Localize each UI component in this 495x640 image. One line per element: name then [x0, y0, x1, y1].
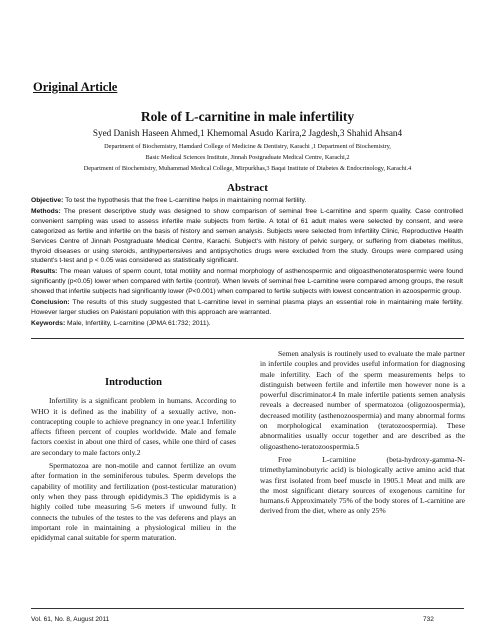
abstract-label: Keywords: [31, 319, 66, 327]
section-label: Original Article [33, 80, 118, 94]
body-paragraph: Semen analysis is routinely used to evaluate the male partner in infertile couples and provides useful information for diagnosing male infertility. Each of the sperm measurements helps to distinguish between fertile and infertile men however none is a powerful discriminator.4 In male infertile patients semen analysis reveals a decreased number of spermatozoa (oligozoospermia), decreased motility (asthenozoospermia) and many abnormal forms on morphological examination (teratozoospermia). These abnormalities usually occur together and are described as the oligoastheno-teratozoospermia.5 [260, 349, 465, 451]
footer-divider [31, 608, 464, 609]
abstract-objective [31, 196, 463, 206]
abstract-text: The mean values of sperm count, total motility and normal morphology of asthenospermic and oligoasthenoteratospermic were found significantly (p<0.05) lower when compared with fertile (control). When levels of seminal free L-carnitine were compared among groups, the result showed that infertile subjects had significantly lower (P<0.001) when compared to fertile subjects with lowest concentration in azoospermic group. [31, 268, 463, 296]
affiliation-line: Basic Medical Sciences Institute, Jinnah Postgraduate Medical Centre, Karachi,2 [145, 154, 350, 161]
abstract-heading: Abstract [227, 182, 268, 194]
abstract-label: Results: [31, 268, 58, 276]
affiliation-line: Department of Biochemistry, Hamdard College of Medicine & Dentistry, Karachi ,1 Department of Biochemistry, [104, 143, 391, 150]
abstract-label: Methods: [31, 207, 61, 215]
body-paragraph: Spermatozoa are non-motile and cannot fertilize an ovum after formation in the seminiferous tubules. Sperm develops the capability of motility and fertilization (post-testicular maturation) only when they pass through epididymis.3 The epididymis is a highly coiled tube measuring 5-6 meters if unwound fully. It connects the tubules of the testes to the vas deferens and plays an important role in maintaining a physiological milieu in the epididymal canal suitable for sperm maturation. [31, 461, 236, 543]
abstract-text: The results of this study suggested that L-carnitine level in seminal plasma plays an essential role in maintaining male fertility. However larger studies on Pakistani population with this approach are warranted. [31, 299, 463, 316]
right-column [260, 349, 465, 520]
abstract-conclusion [31, 298, 463, 318]
left-column [31, 378, 236, 546]
abstract-keywords [31, 319, 463, 329]
abstract-text: To test the hypothesis that the free L-carnitine helps in maintaining normal fertility. [63, 197, 307, 204]
introduction-heading: Introduction [105, 377, 162, 388]
abstract-text: Male, Infertility, L-carnitine (JPMA 61:732; 2011). [65, 319, 211, 327]
body-paragraph: Free L-carnitine (beta-hydroxy-gamma-N-trimethylaminobutyric acid) is biologically active amino acid that was first isolated from beef muscle in 1905.1 Meat and milk are the most significant dietary sources of exogenous carnitine for humans.6 Approximately 75% of the body stores of L-carnitine are derived from the diet, where as only 25% [260, 454, 465, 516]
article-title: Role of L-carnitine in male infertility [140, 109, 355, 124]
affiliation-line: Department of Biochemistry, Muhammad Medical College, Mirpurkhas,3 Baqai Institute of Diabetes & Endocrinology, Karachi.4 [83, 165, 412, 172]
author-list: Syed Danish Haseen Ahmed,1 Khemomal Asudo Karira,2 Jagdesh,3 Shahid Ahsan4 [92, 128, 403, 138]
abstract-methods [31, 207, 463, 266]
body-paragraph: Infertility is a significant problem in humans. According to WHO it is defined as the inability of a sexually active, non-contracepting couple to achieve pregnancy in one year.1 Infertility affects fifteen percent of couples worldwide. Male and female factors coexist in about one third of cases, while one third of cases are secondary to male factors only.2 [31, 396, 236, 457]
section-divider [31, 338, 464, 339]
journal-issue: Vol. 61, No. 8, August 2011 [31, 616, 110, 623]
abstract-label: Objective: [31, 197, 64, 204]
abstract-results [31, 267, 463, 297]
abstract-text: The present descriptive study was designed to show comparison of seminal free L-carnitine and sperm quality. Case controlled convenient sampling was used to assess infertile male subjects from fertile. A total of 61 adult males were selected by consent, and were categorized as fertile and infertile on the basis of history and semen analysis. Subjects were selected from Infertility Clinic, Reproductive Health Services Centre of Jinnah Postgraduate Medical Centre, Karachi. Subject's with history of pelvic surgery, or suffering from diabetes mellitus, thyroid diseases or using steroids, antihypertensives and antipsychotics drugs were excluded from the study. Groups were compared using student's t-test and p < 0.05 was considered as statistically significant. [31, 207, 463, 265]
abstract-label: Conclusion: [31, 299, 70, 307]
page-number: 732 [423, 616, 434, 623]
abstract-body [31, 196, 463, 330]
